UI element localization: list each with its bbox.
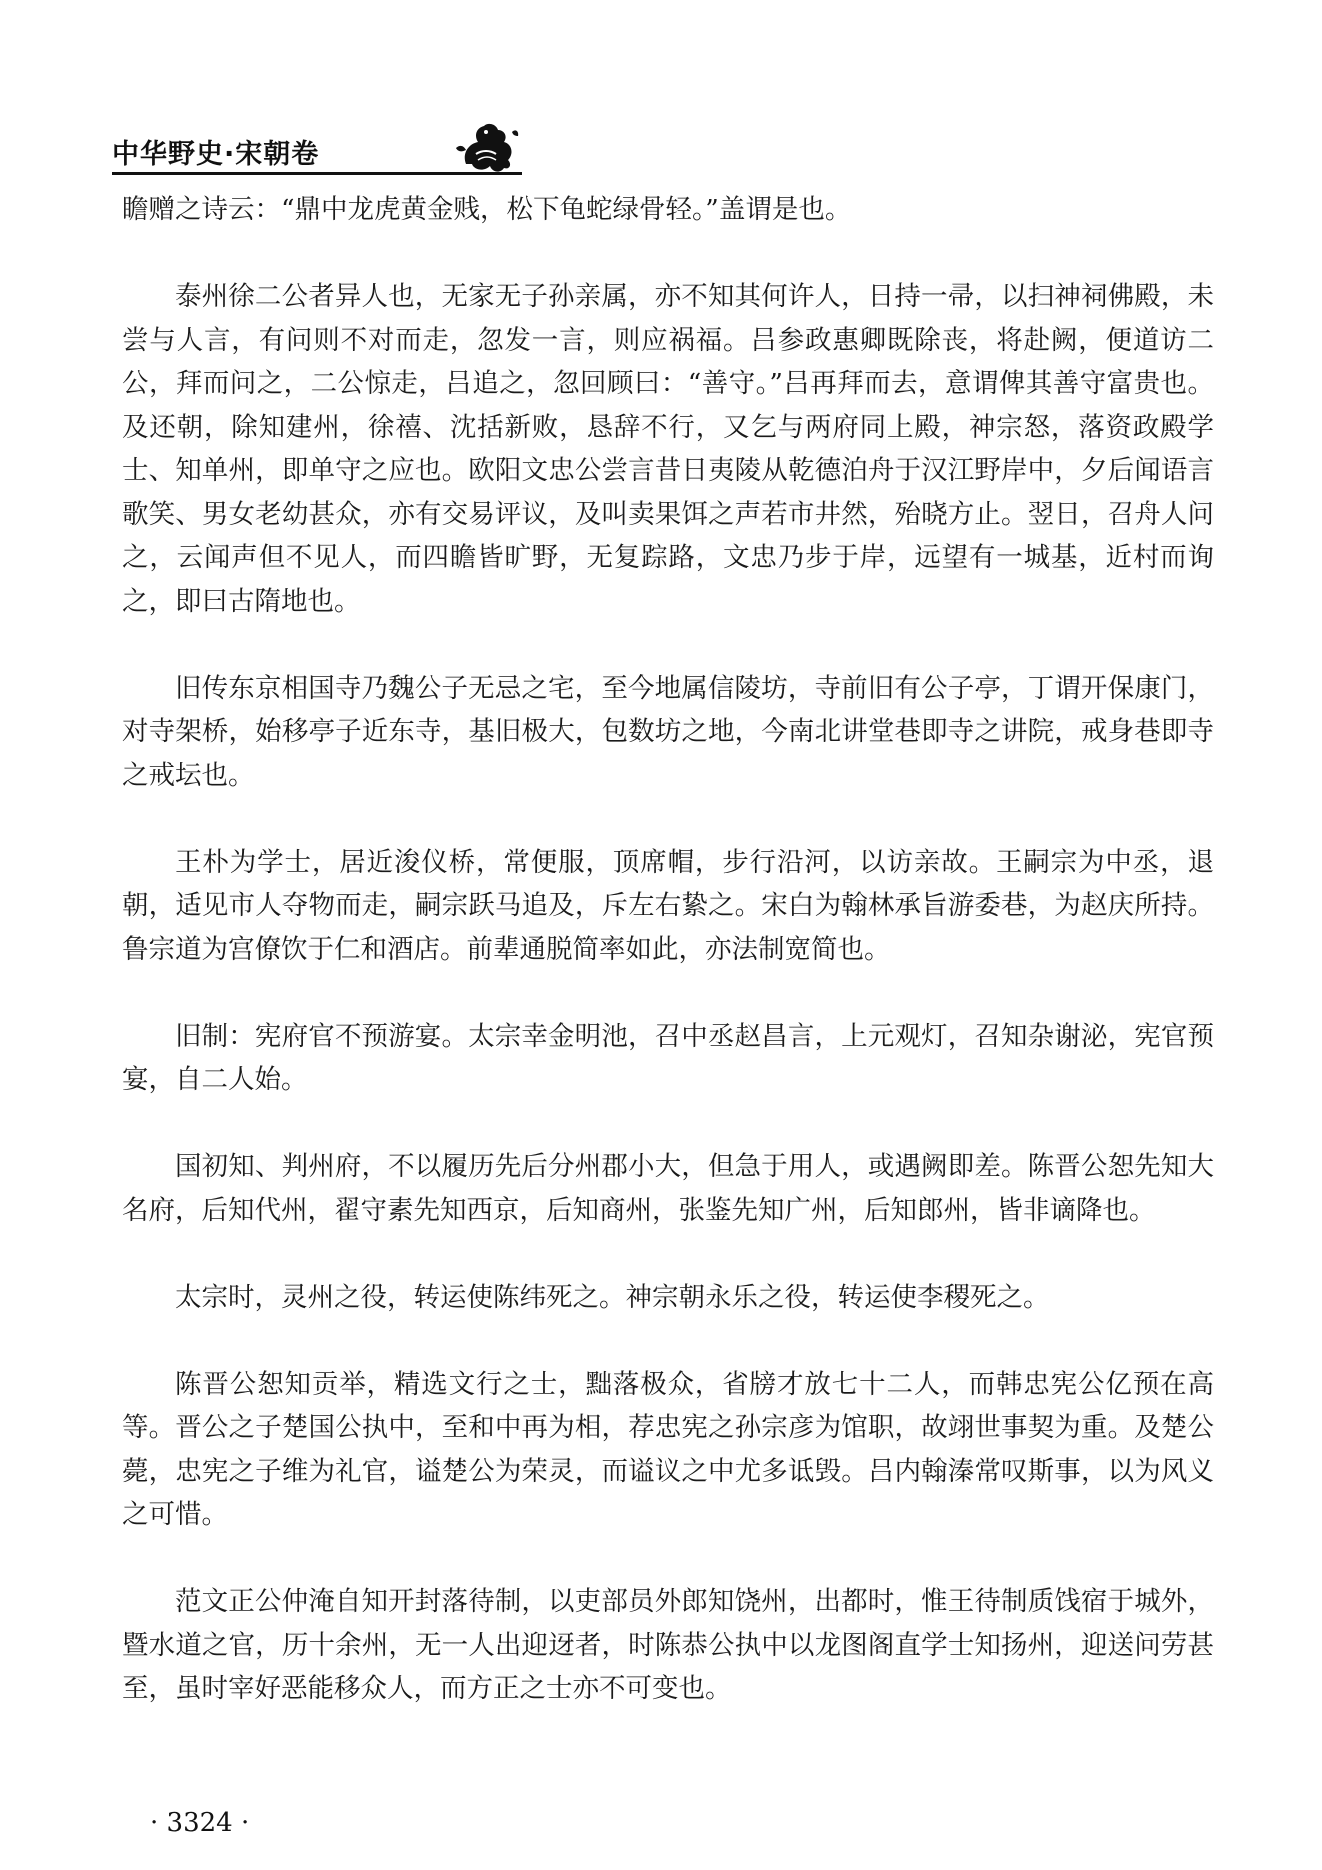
paragraph: 泰州徐二公者异人也，无家无子孙亲属，亦不知其何许人，日持一帚，以扫神祠佛殿，未尝与人言，有问则不对而走，忽发一言，则应祸福。吕参政惠卿既除丧，将赴阙，便道访二公，拜而问之，二公惊走，吕追之，忽回顾曰：“善守。”吕再拜而去，意谓俾其善守富贵也。及还朝，除知建州，徐禧、沈括新败，恳辞不行，又乞与两府同上殿，神宗怒，落资政殿学士、知单州，即单守之应也。欧阳文忠公尝言昔日夷陵从乾德泊舟于汉江野岸中，夕后闻语言歌笑、男女老幼甚众，亦有交易评议，及叫卖果饵之声若市井然，殆晓方止。翌日，召舟人问之，云闻声但不见人，而四瞻皆旷野，无复踪路，文忠乃步于岸，远望有一城基，近村而询之，即曰古隋地也。 <box>122 281 1214 617</box>
page-number: · 3324 · <box>150 1808 250 1838</box>
paragraph: 范文正公仲淹自知开封落待制，以吏部员外郎知饶州，出都时，惟王待制质饯宿于城外，暨水道之官，历十余州，无一人出迎迓者，时陈恭公执中以龙图阁直学士知扬州，迎送问劳甚至，虽时宰好恶能移众人，而方正之士亦不可变也。 <box>122 1586 1214 1704</box>
paragraph: 旧传东京相国寺乃魏公子无忌之宅，至今地属信陵坊，寺前旧有公子亭，丁谓开保康门，对寺架桥，始移亭子近东寺，基旧极大，包数坊之地，今南北讲堂巷即寺之讲院，戒身巷即寺之戒坛也。 <box>122 672 1214 791</box>
book-title: 中华野史·宋朝卷 <box>112 139 320 170</box>
paragraph: 陈晋公恕知贡举，精选文行之士，黜落极众，省牓才放七十二人，而韩忠宪公亿预在高等。晋公之子楚国公执中，至和中再为相，荐忠宪之孙宗彦为馆职，故翊世事契为重。及楚公薨，忠宪之子维为礼官，谥楚公为荣灵，而谥议之中尤多诋毁。吕内翰溱常叹斯事，以为风义之可惜。 <box>122 1368 1214 1530</box>
paragraph: 王朴为学士，居近浚仪桥，常便服，顶席帽，步行沿河，以访亲故。王嗣宗为中丞，退朝，适见市人夺物而走，嗣宗跃马追及，斥左右絷之。宋白为翰林承旨游委巷，为赵庆所持。鲁宗道为宫僚饮于仁和酒店。前辈通脱简率如此，亦法制宽简也。 <box>122 846 1214 965</box>
dragon-emblem-icon <box>452 118 520 176</box>
paragraph: 国初知、判州府，不以履历先后分州郡小大，但急于用人，或遇阙即差。陈晋公恕先知大名府，后知代州，翟守素先知西京，后知商州，张鉴先知广州，后知郎州，皆非谪降也。 <box>122 1151 1214 1226</box>
running-header <box>112 128 522 176</box>
page-body <box>122 188 1214 1711</box>
header-rule <box>112 172 522 175</box>
paragraph: 太宗时，灵州之役，转运使陈纬死之。神宗朝永乐之役，转运使李稷死之。 <box>175 1281 1050 1313</box>
paragraph: 旧制：宪府官不预游宴。太宗幸金明池，召中丞赵昌言，上元观灯，召知杂谢泌，宪官预宴，自二人始。 <box>122 1020 1214 1095</box>
paragraph: 瞻赠之诗云：“鼎中龙虎黄金贱，松下龟蛇绿骨轻。”盖谓是也。 <box>122 194 852 225</box>
